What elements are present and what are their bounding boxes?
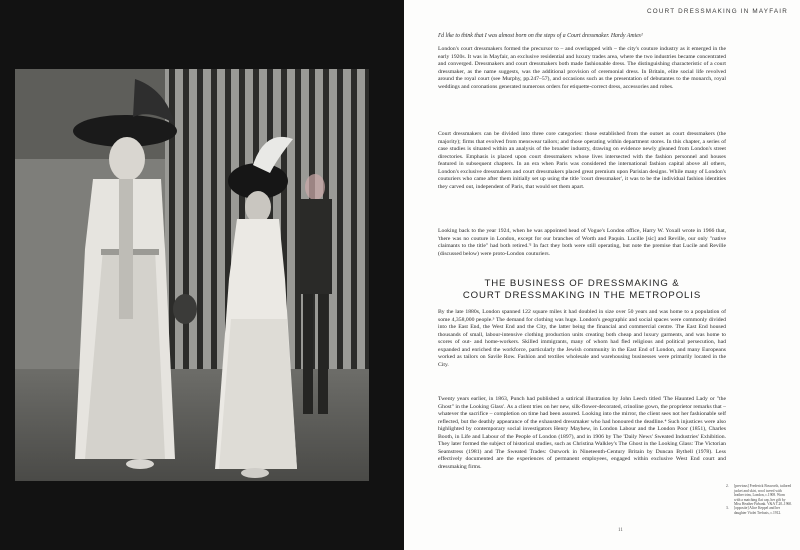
right-page <box>404 0 800 550</box>
paragraph-1: London's court dressmakers formed the precursor to – and overlapped with – the city's couture industry as it emerged in the early 1920s. It was in Mayfair, an exclusive residential and luxury trades area, where the two industries became concentrated and converged. Dressmakers and court dressmakers both made fashionable dress. The distinguishing characteristic of a court dressmaker, as the name suggests, was the additional provision of ceremonial dress. In Britain, elite social life revolved around the royal court (see Murphy, pp.247–57), and occasions such as the presentation of debutantes to the monarch, royal weddings and coronations generated numerous orders for etiquette-correct dress, accessories and robes. <box>438 46 726 90</box>
paragraph-3: Looking back to the year 1924, when he was appointed head of Vogue's London office, Harry W. Yoxall wrote in 1966 that, 'there was no couture in London, except for our branches of Worth and Paquin. Lucille [sic] and Reville, our only "native claimants to the title" had both retired.'² In fact they both were still operating, but note the premise that Lucile and Reville (discussed below) were proto-London couturiers. <box>438 228 726 257</box>
caption-text: [opposite] Alice Keppel and her daughter Violet Trefusis, c.1912. <box>734 506 782 515</box>
epigraph: I'd like to think that I was almost born on the steps of a Court dressmaker. Hardy Amies¹ <box>438 33 643 39</box>
running-head: COURT DRESSMAKING IN MAYFAIR <box>646 8 788 15</box>
section-heading-line-1: THE BUSINESS OF DRESSMAKING & <box>484 278 680 289</box>
paragraph-2: Court dressmakers can be divided into three core categories: those established from the outset as court dressmakers (the majority); firms that evolved from menswear tailors; and those operating within department stores. In this chapter, a series of case studies is situated within an analysis of the broader industry, drawing on evidence newly gleaned from London's street directories. Emphasis is placed upon court dressmakers whose lives intersected with the fashion personnel and houses featured in subsequent chapters. In an era when Paris was considered the international fashion capital above all others, London's exclusive dressmakers and court dressmakers placed great premium upon Parisian designs. While many of London's couturiers who came after them initially set up using the title 'court dressmaker', it was to be the individual fashion identities they carved out, independent of Paris, that would set them apart. <box>438 131 726 190</box>
caption-number: 2. <box>726 484 729 488</box>
caption-1 <box>726 484 792 507</box>
photograph-icon <box>15 69 369 481</box>
section-heading <box>438 278 726 301</box>
section-heading-line-2: COURT DRESSMAKING IN THE METROPOLIS <box>462 289 702 301</box>
paragraph-5: Twenty years earlier, in 1863, Punch had published a satirical illustration by John Leech titled 'The Haunted Lady or "the Ghost" in the Looking Glass'. As a client tries on her new, silk-flower-decorated, crinoline gown, the proprietor remarks that – whatever the sacrifice – completion on time had been assured. Looking into the mirror, the client sees not her fashionable self reflected, but the deathly appearance of the exhausted dressmaker who had honoured the deadline.⁴ Such injustices were also highlighted by contemporary social investigators Henry Mayhew, in London Labour and the London Poor (1851), Charles Booth, in Life and Labour of the People of London (1897), and in 1906 by The 'Daily News' Sweated Industries' Exhibition. They later formed the subject of historical studies, such as Christina Walkley's The Ghost in the Looking Glass: The Victorian Seamstress (1981) and The Sweated Trades: Outwork in Nineteenth-Century Britain by Duncan Bythell (1978). Less effectively documented are the experiences of permanent employees, engaged within exclusive West End court and dressmaking firms. <box>438 396 726 470</box>
page-number: 11 <box>618 528 623 533</box>
caption-number: 3. <box>726 506 729 510</box>
caption-2 <box>726 506 792 515</box>
caption-text: [previous] Frederick Bosworth, tailored jacket and skirt, wool tweed with leather trim, London, c.1908. Worn with a matching flat cap, her gift by Miss Heather Firbank. V&A T.20–1960. <box>734 484 792 507</box>
paragraph-4: By the late 1880s, London spanned 122 square miles it had doubled in size over 50 years and was home to a population of some 4,358,000 people.³ The demand for clothing was huge. London's geographic and social spaces were commonly divided into the East End, the West End and the City, the latter being the financial and commercial centre. The East End housed thousands of small, labour-intensive clothing production units creating both cheap and luxury garments, and was home to scores of out- and home-workers. Skilled immigrants, many of whom had fled religious and political persecution, had expanded and enriched the workforce, particularly the Jewish community in the East End of London, and many Europeans worked as tailors on Savile Row. Fashion and textiles wholesale and warehousing businesses were primarily located in the City. <box>438 309 726 368</box>
photograph <box>15 69 369 481</box>
